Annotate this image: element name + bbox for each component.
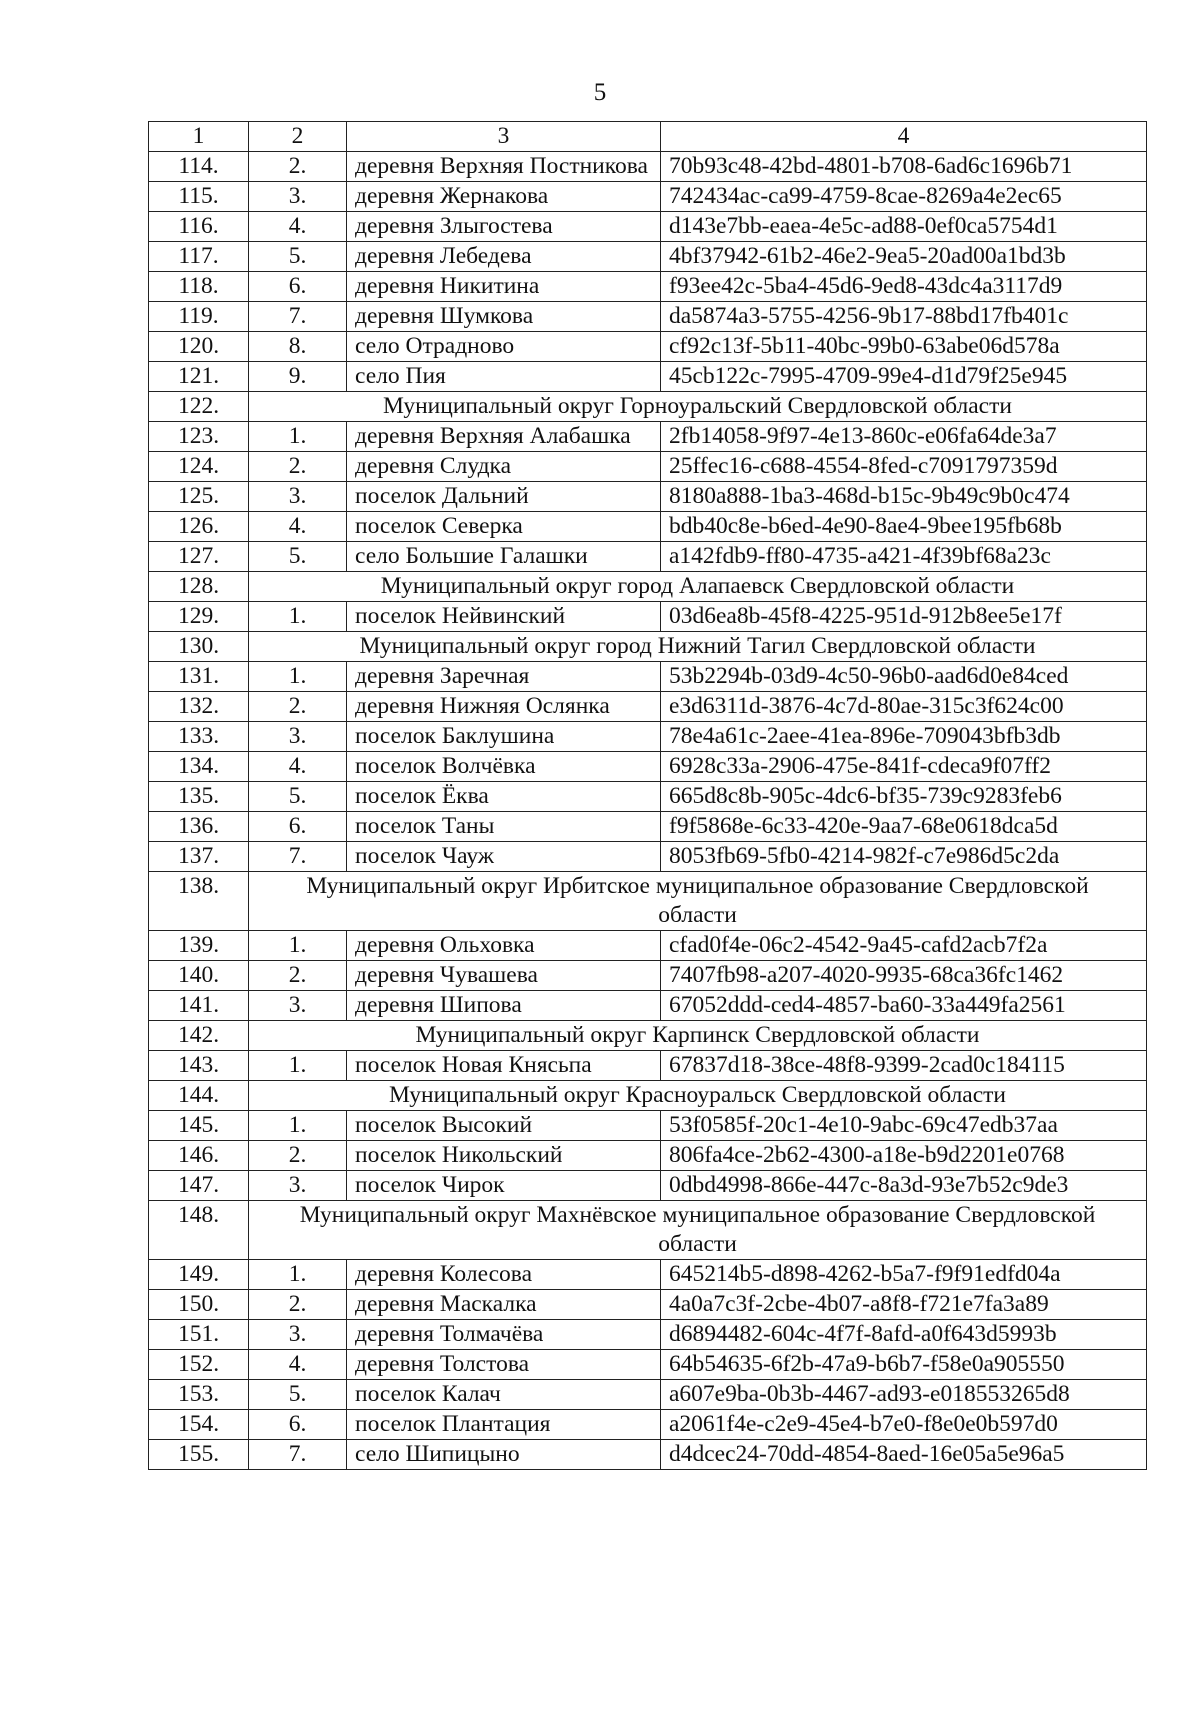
row-number: 141. xyxy=(149,991,249,1021)
item-number: 3. xyxy=(249,991,347,1021)
settlement-guid: 742434ac-ca99-4759-8cae-8269a4e2ec65 xyxy=(661,182,1147,212)
settlement-name: деревня Нижняя Ослянка xyxy=(347,692,661,722)
item-number: 1. xyxy=(249,602,347,632)
settlement-guid: 64b54635-6f2b-47a9-b6b7-f58e0a905550 xyxy=(661,1350,1147,1380)
row-number: 131. xyxy=(149,662,249,692)
settlement-guid: 53b2294b-03d9-4c50-96b0-aad6d0e84ced xyxy=(661,662,1147,692)
table-row xyxy=(149,1440,1147,1470)
district-row xyxy=(149,632,1147,662)
column-header: 1 xyxy=(149,122,249,152)
column-header: 2 xyxy=(249,122,347,152)
item-number: 2. xyxy=(249,452,347,482)
settlement-name: деревня Верхняя Алабашка xyxy=(347,422,661,452)
row-number: 117. xyxy=(149,242,249,272)
row-number: 142. xyxy=(149,1021,249,1051)
row-number: 137. xyxy=(149,842,249,872)
item-number: 3. xyxy=(249,1171,347,1201)
settlement-name: поселок Баклушина xyxy=(347,722,661,752)
row-number: 148. xyxy=(149,1201,249,1260)
item-number: 3. xyxy=(249,1320,347,1350)
row-number: 122. xyxy=(149,392,249,422)
table-row xyxy=(149,752,1147,782)
table-row xyxy=(149,602,1147,632)
settlement-name: село Пия xyxy=(347,362,661,392)
settlement-name: поселок Нейвинский xyxy=(347,602,661,632)
row-number: 149. xyxy=(149,1260,249,1290)
table-row xyxy=(149,1290,1147,1320)
settlement-guid: 806fa4ce-2b62-4300-a18e-b9d2201e0768 xyxy=(661,1141,1147,1171)
settlements-table xyxy=(148,121,1147,1470)
settlement-name: деревня Никитина xyxy=(347,272,661,302)
table-row xyxy=(149,512,1147,542)
row-number: 126. xyxy=(149,512,249,542)
row-number: 120. xyxy=(149,332,249,362)
settlement-name: поселок Волчёвка xyxy=(347,752,661,782)
table-row xyxy=(149,961,1147,991)
table-row xyxy=(149,692,1147,722)
item-number: 3. xyxy=(249,722,347,752)
row-number: 118. xyxy=(149,272,249,302)
settlement-guid: 665d8c8b-905c-4dc6-bf35-739c9283feb6 xyxy=(661,782,1147,812)
settlement-name: поселок Дальний xyxy=(347,482,661,512)
row-number: 121. xyxy=(149,362,249,392)
settlement-guid: e3d6311d-3876-4c7d-80ae-315c3f624c00 xyxy=(661,692,1147,722)
item-number: 5. xyxy=(249,1380,347,1410)
settlement-name: деревня Злыгостева xyxy=(347,212,661,242)
row-number: 138. xyxy=(149,872,249,931)
settlement-guid: 0dbd4998-866e-447c-8a3d-93e7b52c9de3 xyxy=(661,1171,1147,1201)
settlement-guid: f93ee42c-5ba4-45d6-9ed8-43dc4a3117d9 xyxy=(661,272,1147,302)
settlement-guid: 67837d18-38ce-48f8-9399-2cad0c184115 xyxy=(661,1051,1147,1081)
settlement-name: деревня Заречная xyxy=(347,662,661,692)
item-number: 5. xyxy=(249,242,347,272)
settlement-guid: 45cb122c-7995-4709-99e4-d1d79f25e945 xyxy=(661,362,1147,392)
settlement-name: поселок Ёква xyxy=(347,782,661,812)
row-number: 147. xyxy=(149,1171,249,1201)
row-number: 134. xyxy=(149,752,249,782)
settlement-name: поселок Северка xyxy=(347,512,661,542)
settlement-guid: 8053fb69-5fb0-4214-982f-c7e986d5c2da xyxy=(661,842,1147,872)
district-title: Муниципальный округ Махнёвское муниципальное образование Свердловской области xyxy=(249,1201,1147,1260)
table-row xyxy=(149,1350,1147,1380)
table-row xyxy=(149,422,1147,452)
item-number: 4. xyxy=(249,512,347,542)
table-row xyxy=(149,452,1147,482)
item-number: 2. xyxy=(249,1290,347,1320)
settlement-guid: f9f5868e-6c33-420e-9aa7-68e0618dca5d xyxy=(661,812,1147,842)
row-number: 128. xyxy=(149,572,249,602)
table-row xyxy=(149,1171,1147,1201)
table-row xyxy=(149,842,1147,872)
settlement-guid: 4a0a7c3f-2cbe-4b07-a8f8-f721e7fa3a89 xyxy=(661,1290,1147,1320)
row-number: 133. xyxy=(149,722,249,752)
table-row xyxy=(149,1410,1147,1440)
settlement-guid: a607e9ba-0b3b-4467-ad93-e018553265d8 xyxy=(661,1380,1147,1410)
district-title: Муниципальный округ Горноуральский Свердловской области xyxy=(249,392,1147,422)
table-row xyxy=(149,991,1147,1021)
table-row xyxy=(149,1141,1147,1171)
table-row xyxy=(149,272,1147,302)
item-number: 1. xyxy=(249,1111,347,1141)
item-number: 4. xyxy=(249,1350,347,1380)
table-row xyxy=(149,1320,1147,1350)
row-number: 124. xyxy=(149,452,249,482)
settlement-guid: 8180a888-1ba3-468d-b15c-9b49c9b0c474 xyxy=(661,482,1147,512)
settlement-guid: cfad0f4e-06c2-4542-9a45-cafd2acb7f2a xyxy=(661,931,1147,961)
row-number: 150. xyxy=(149,1290,249,1320)
settlement-guid: 4bf37942-61b2-46e2-9ea5-20ad00a1bd3b xyxy=(661,242,1147,272)
table-row xyxy=(149,1260,1147,1290)
column-numbers-row xyxy=(149,122,1147,152)
item-number: 1. xyxy=(249,662,347,692)
item-number: 1. xyxy=(249,422,347,452)
table-row xyxy=(149,542,1147,572)
row-number: 136. xyxy=(149,812,249,842)
item-number: 1. xyxy=(249,931,347,961)
item-number: 8. xyxy=(249,332,347,362)
item-number: 7. xyxy=(249,842,347,872)
item-number: 7. xyxy=(249,1440,347,1470)
settlement-guid: a2061f4e-c2e9-45e4-b7e0-f8e0e0b597d0 xyxy=(661,1410,1147,1440)
settlement-name: деревня Верхняя Постникова xyxy=(347,152,661,182)
item-number: 1. xyxy=(249,1051,347,1081)
table-row xyxy=(149,931,1147,961)
settlement-guid: 645214b5-d898-4262-b5a7-f9f91edfd04a xyxy=(661,1260,1147,1290)
settlement-name: деревня Лебедева xyxy=(347,242,661,272)
settlement-guid: 6928c33a-2906-475e-841f-cdeca9f07ff2 xyxy=(661,752,1147,782)
settlement-name: поселок Таны xyxy=(347,812,661,842)
row-number: 114. xyxy=(149,152,249,182)
page-number: 5 xyxy=(593,79,607,106)
table-row xyxy=(149,812,1147,842)
district-title: Муниципальный округ Карпинск Свердловской области xyxy=(249,1021,1147,1051)
row-number: 153. xyxy=(149,1380,249,1410)
item-number: 2. xyxy=(249,692,347,722)
item-number: 1. xyxy=(249,1260,347,1290)
item-number: 4. xyxy=(249,752,347,782)
settlement-name: деревня Колесова xyxy=(347,1260,661,1290)
settlement-guid: 70b93c48-42bd-4801-b708-6ad6c1696b71 xyxy=(661,152,1147,182)
row-number: 119. xyxy=(149,302,249,332)
settlement-name: деревня Чувашева xyxy=(347,961,661,991)
table-row xyxy=(149,1111,1147,1141)
settlement-name: поселок Чирок xyxy=(347,1171,661,1201)
item-number: 3. xyxy=(249,182,347,212)
district-row xyxy=(149,872,1147,931)
item-number: 2. xyxy=(249,961,347,991)
row-number: 145. xyxy=(149,1111,249,1141)
settlement-name: деревня Шипова xyxy=(347,991,661,1021)
item-number: 9. xyxy=(249,362,347,392)
district-row xyxy=(149,572,1147,602)
row-number: 143. xyxy=(149,1051,249,1081)
settlement-name: поселок Чауж xyxy=(347,842,661,872)
settlement-name: деревня Жернакова xyxy=(347,182,661,212)
table-row xyxy=(149,332,1147,362)
row-number: 152. xyxy=(149,1350,249,1380)
district-row xyxy=(149,1021,1147,1051)
row-number: 140. xyxy=(149,961,249,991)
item-number: 6. xyxy=(249,812,347,842)
settlement-guid: da5874a3-5755-4256-9b17-88bd17fb401c xyxy=(661,302,1147,332)
table-row xyxy=(149,722,1147,752)
item-number: 7. xyxy=(249,302,347,332)
row-number: 144. xyxy=(149,1081,249,1111)
row-number: 132. xyxy=(149,692,249,722)
settlement-guid: 2fb14058-9f97-4e13-860c-e06fa64de3a7 xyxy=(661,422,1147,452)
table-row xyxy=(149,242,1147,272)
column-header: 3 xyxy=(347,122,661,152)
settlement-name: село Отрадново xyxy=(347,332,661,362)
settlement-name: деревня Шумкова xyxy=(347,302,661,332)
settlement-guid: 78e4a61c-2aee-41ea-896e-709043bfb3db xyxy=(661,722,1147,752)
settlement-guid: cf92c13f-5b11-40bc-99b0-63abe06d578a xyxy=(661,332,1147,362)
settlement-name: поселок Калач xyxy=(347,1380,661,1410)
row-number: 154. xyxy=(149,1410,249,1440)
settlement-guid: d6894482-604c-4f7f-8afd-a0f643d5993b xyxy=(661,1320,1147,1350)
item-number: 5. xyxy=(249,542,347,572)
row-number: 129. xyxy=(149,602,249,632)
row-number: 125. xyxy=(149,482,249,512)
district-row xyxy=(149,1201,1147,1260)
table-row xyxy=(149,1051,1147,1081)
column-header: 4 xyxy=(661,122,1147,152)
table-body xyxy=(149,122,1147,1470)
settlement-name: деревня Слудка xyxy=(347,452,661,482)
item-number: 4. xyxy=(249,212,347,242)
district-row xyxy=(149,392,1147,422)
item-number: 5. xyxy=(249,782,347,812)
settlement-guid: d143e7bb-eaea-4e5c-ad88-0ef0ca5754d1 xyxy=(661,212,1147,242)
item-number: 6. xyxy=(249,1410,347,1440)
settlement-name: поселок Новая Княсьпа xyxy=(347,1051,661,1081)
table-row xyxy=(149,482,1147,512)
settlement-name: село Большие Галашки xyxy=(347,542,661,572)
row-number: 146. xyxy=(149,1141,249,1171)
settlement-guid: bdb40c8e-b6ed-4e90-8ae4-9bee195fb68b xyxy=(661,512,1147,542)
settlement-guid: 67052ddd-ced4-4857-ba60-33a449fa2561 xyxy=(661,991,1147,1021)
settlement-name: село Шипицыно xyxy=(347,1440,661,1470)
row-number: 116. xyxy=(149,212,249,242)
row-number: 130. xyxy=(149,632,249,662)
table-row xyxy=(149,662,1147,692)
table-row xyxy=(149,182,1147,212)
settlement-guid: d4dcec24-70dd-4854-8aed-16e05a5e96a5 xyxy=(661,1440,1147,1470)
settlement-name: деревня Маскалка xyxy=(347,1290,661,1320)
item-number: 2. xyxy=(249,152,347,182)
row-number: 151. xyxy=(149,1320,249,1350)
district-title: Муниципальный округ Ирбитское муниципальное образование Свердловской области xyxy=(249,872,1147,931)
settlement-name: поселок Высокий xyxy=(347,1111,661,1141)
table-row xyxy=(149,362,1147,392)
settlement-name: деревня Толстова xyxy=(347,1350,661,1380)
settlement-name: деревня Толмачёва xyxy=(347,1320,661,1350)
district-title: Муниципальный округ город Алапаевск Свердловской области xyxy=(249,572,1147,602)
row-number: 155. xyxy=(149,1440,249,1470)
district-title: Муниципальный округ город Нижний Тагил Свердловской области xyxy=(249,632,1147,662)
table-row xyxy=(149,212,1147,242)
table-row xyxy=(149,152,1147,182)
district-row xyxy=(149,1081,1147,1111)
item-number: 2. xyxy=(249,1141,347,1171)
settlement-guid: 25ffec16-c688-4554-8fed-c7091797359d xyxy=(661,452,1147,482)
item-number: 6. xyxy=(249,272,347,302)
table-row xyxy=(149,782,1147,812)
row-number: 127. xyxy=(149,542,249,572)
row-number: 139. xyxy=(149,931,249,961)
table-row xyxy=(149,1380,1147,1410)
row-number: 135. xyxy=(149,782,249,812)
settlement-guid: a142fdb9-ff80-4735-a421-4f39bf68a23c xyxy=(661,542,1147,572)
row-number: 115. xyxy=(149,182,249,212)
settlement-guid: 7407fb98-a207-4020-9935-68ca36fc1462 xyxy=(661,961,1147,991)
settlement-guid: 03d6ea8b-45f8-4225-951d-912b8ee5e17f xyxy=(661,602,1147,632)
district-title: Муниципальный округ Красноуральск Свердловской области xyxy=(249,1081,1147,1111)
settlement-name: поселок Плантация xyxy=(347,1410,661,1440)
settlement-name: деревня Ольховка xyxy=(347,931,661,961)
table-row xyxy=(149,302,1147,332)
settlement-guid: 53f0585f-20c1-4e10-9abc-69c47edb37aa xyxy=(661,1111,1147,1141)
settlement-name: поселок Никольский xyxy=(347,1141,661,1171)
item-number: 3. xyxy=(249,482,347,512)
row-number: 123. xyxy=(149,422,249,452)
